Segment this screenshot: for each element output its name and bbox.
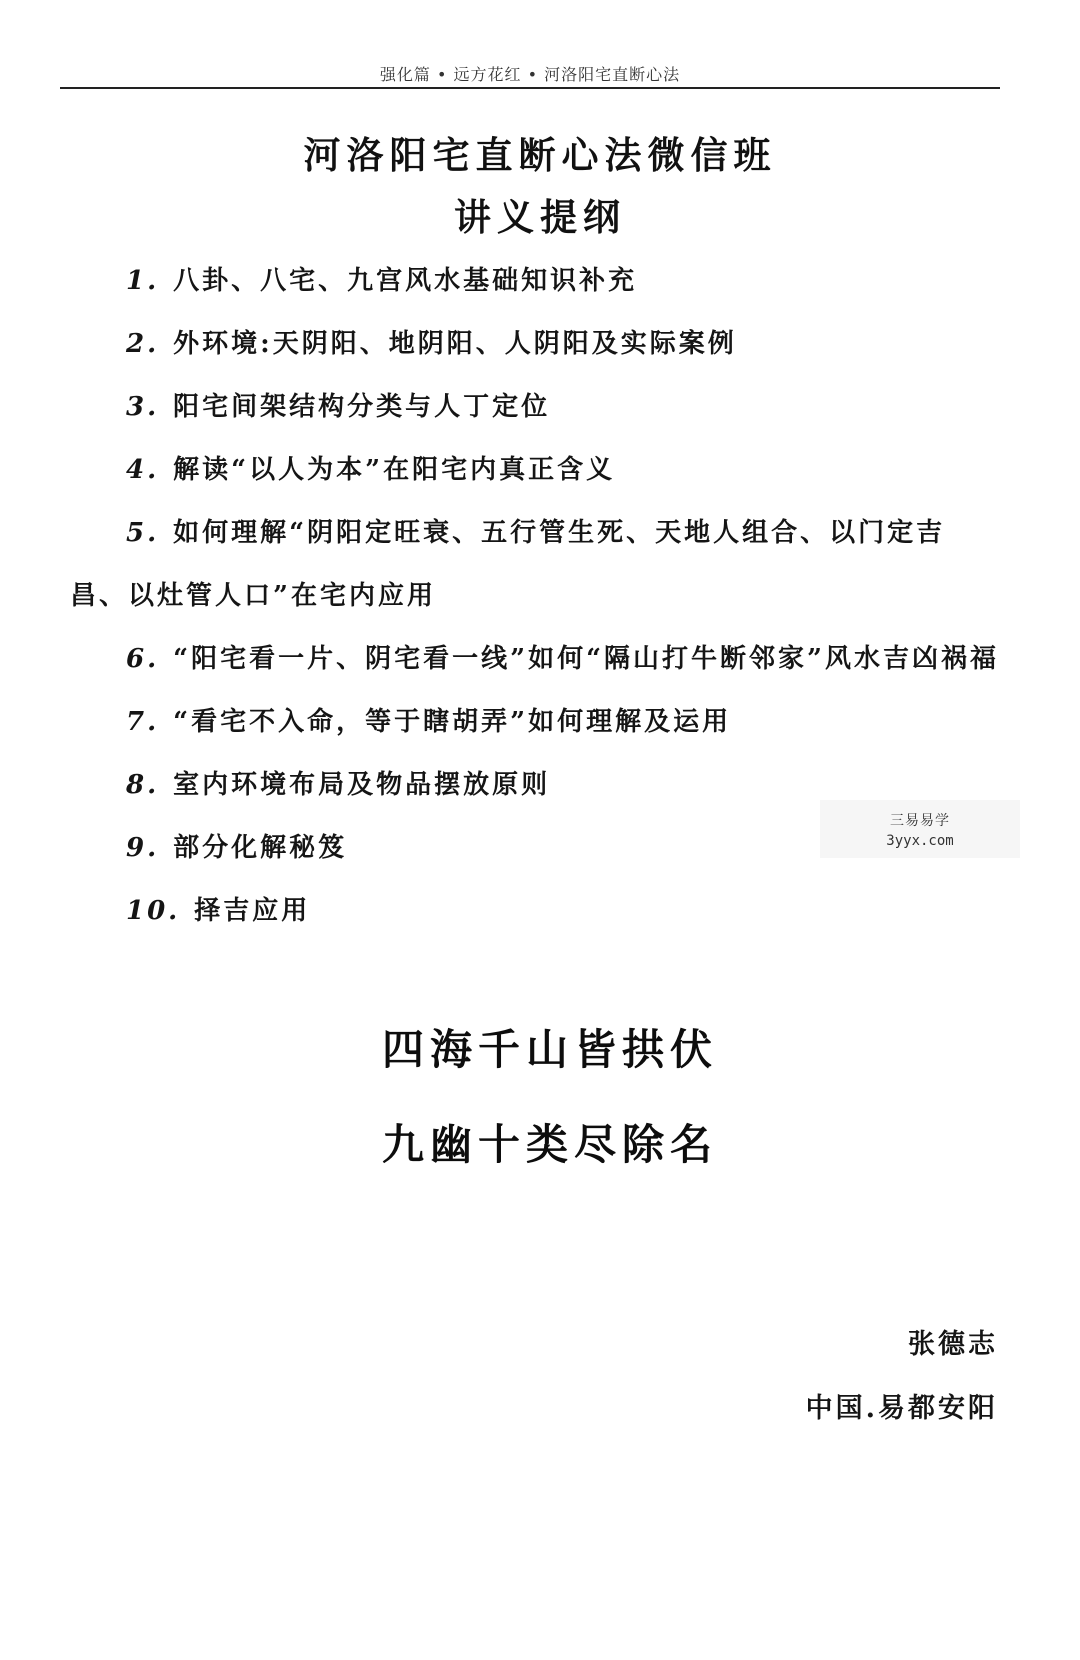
watermark-site-name: 三易易学	[890, 813, 950, 829]
outline-number: 5.	[126, 518, 160, 548]
outline-number: 6.	[126, 644, 160, 674]
outline-text: 室内环境布局及物品摆放原则	[173, 770, 551, 800]
site-watermark	[820, 800, 1020, 858]
document-title: 河洛阳宅直断心法微信班	[303, 133, 777, 177]
outline-number: 10.	[126, 896, 181, 926]
outline-number: 7.	[126, 707, 160, 737]
outline-number: 9.	[126, 833, 160, 863]
header-rule	[60, 87, 1000, 89]
outline-number: 1.	[126, 266, 160, 296]
outline-item-4	[70, 439, 1000, 502]
outline-text: 如何理解“阴阳定旺衰、五行管生死、天地人组合、以门定吉昌、以灶管人口”在宅内应用	[70, 518, 946, 611]
outline-item-10	[70, 880, 1000, 943]
running-header: 强化篇 • 远方花红 • 河洛阳宅直断心法	[379, 65, 681, 84]
outline-text: 八卦、八宅、九宫风水基础知识补充	[173, 266, 638, 296]
outline-number: 3.	[126, 392, 160, 422]
outline-item-6	[70, 628, 1000, 691]
outline-text: 阳宅间架结构分类与人丁定位	[173, 392, 551, 422]
outline-number: 4.	[126, 455, 160, 485]
author-signature: 张德志	[908, 1329, 998, 1360]
couplet-line-1: 四海千山皆拱伏	[381, 1025, 718, 1074]
document-subtitle: 讲义提纲	[454, 195, 626, 239]
outline-number: 8.	[126, 770, 160, 800]
outline-text: “阳宅看一片、阴宅看一线”如何“隔山打牛断邻家”风水吉凶祸福	[173, 644, 999, 674]
outline-number: 2.	[126, 329, 160, 359]
outline-item-2	[70, 313, 1000, 376]
outline-text: 部分化解秘笈	[173, 833, 348, 863]
outline-item-5	[70, 502, 1000, 628]
outline-text: 解读“以人为本”在阳宅内真正含义	[173, 455, 616, 485]
watermark-site-url: 3yyx.com	[886, 833, 954, 849]
outline-text: “看宅不入命，等于瞎胡弄”如何理解及运用	[173, 707, 732, 737]
author-location: 中国.易都安阳	[805, 1393, 998, 1424]
couplet-line-2: 九幽十类尽除名	[381, 1120, 718, 1169]
outline-text: 外环境:天阴阳、地阴阳、人阴阳及实际案例	[173, 329, 737, 359]
outline-item-7	[70, 691, 1000, 754]
outline-item-1	[70, 250, 1000, 313]
outline-text: 择吉应用	[194, 896, 311, 926]
outline-item-3	[70, 376, 1000, 439]
